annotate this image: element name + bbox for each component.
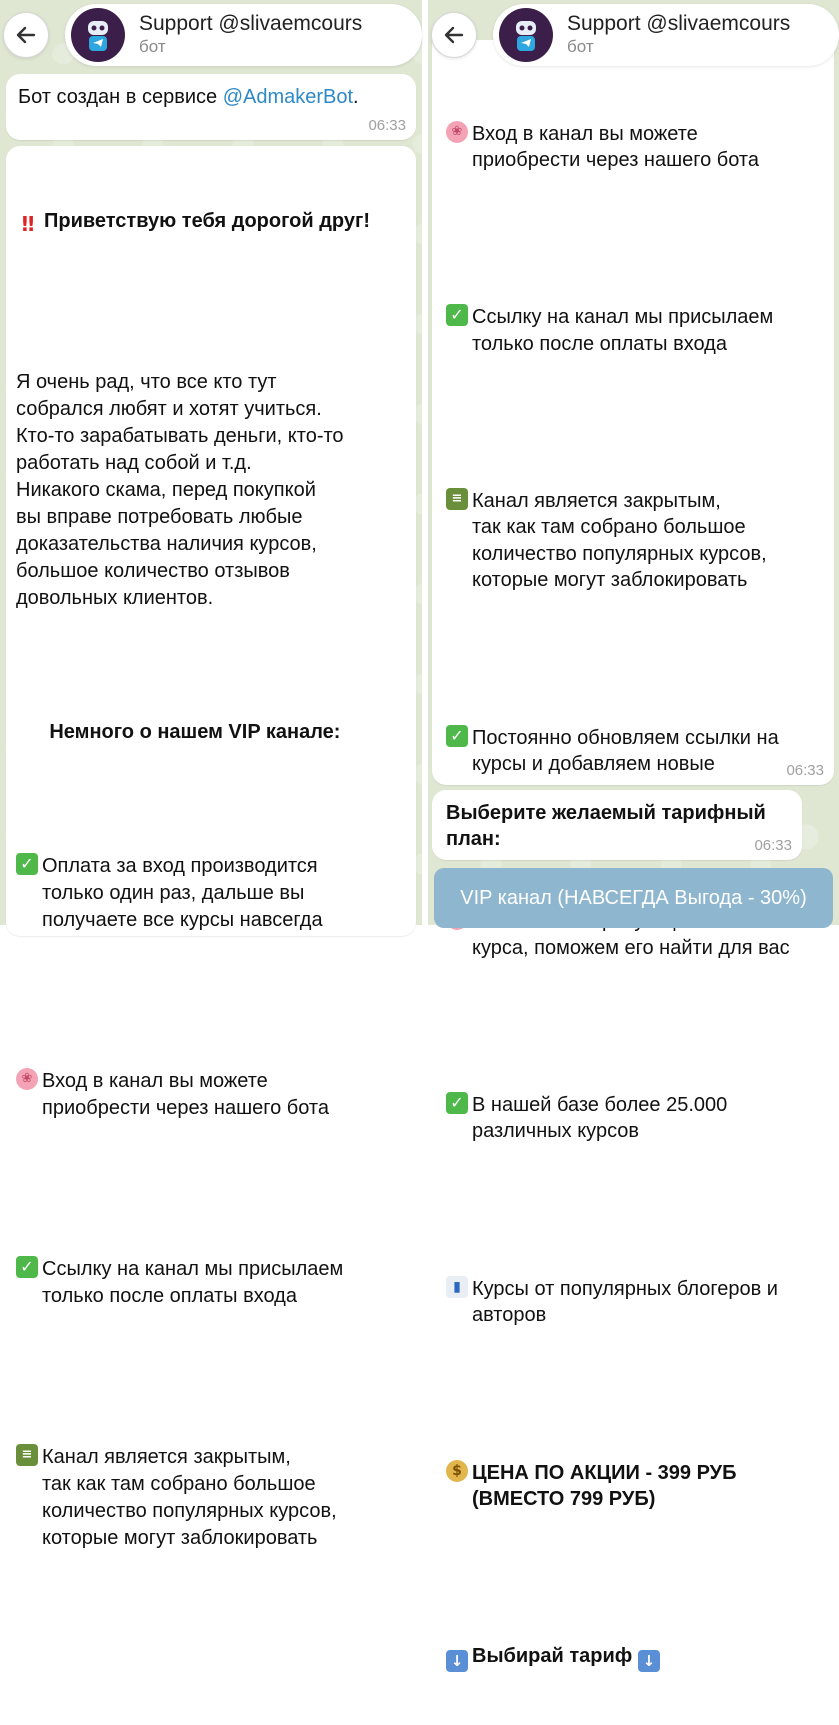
- admaker-link[interactable]: @AdmakerBot: [222, 86, 354, 108]
- list-item: ▮ Курсы от популярных блогеров и авторов: [446, 1276, 824, 1329]
- arrow-left-icon: [442, 23, 466, 47]
- bar-chart-icon: ▮: [446, 1276, 468, 1298]
- chat-title[interactable]: [65, 4, 422, 66]
- list-item: ✓ Постоянно обновляем ссылки на курсы и добавляем новые: [446, 725, 824, 778]
- list-item: ❀ Вход в канал вы можете приобрести через нашего бота: [446, 121, 824, 174]
- down-arrow-icon: ↓: [446, 1650, 468, 1672]
- message-text: Бот создан в сервисе: [18, 86, 223, 108]
- message-time: 06:33: [754, 837, 792, 854]
- robot-icon: [506, 15, 546, 55]
- list-item: ≡ Канал является закрытым, так как там собрано большое количество популярных курсов, которые могут заблокировать: [16, 1444, 406, 1552]
- chat-title[interactable]: [493, 4, 839, 66]
- intro-text: Я очень рад, что все кто тут собрался любят и хотят учиться. Кто-то зарабатывать деньги, кто-то работать над собой и т.д. Никакого скама, перед покупкой вы вправе потребовать любые доказательства наличия курсов, большое количество отзывов довольных клиентов.: [16, 371, 344, 609]
- back-button[interactable]: [3, 12, 49, 58]
- brain-icon: ❀: [446, 121, 468, 143]
- bot-avatar: [499, 8, 553, 62]
- money-bag-icon: $: [446, 1460, 468, 1482]
- arrow-left-icon: [14, 23, 38, 47]
- books-icon: ≡: [446, 488, 468, 510]
- down-arrow-icon: ↓: [638, 1650, 660, 1672]
- list-item: курса, поможем его найти для вас: [446, 908, 824, 961]
- list-item: ✓ Ссылку на канал мы присылаем только после оплаты входа: [446, 304, 824, 357]
- robot-icon: [78, 15, 118, 55]
- chat-header: [0, 0, 422, 70]
- books-icon: ≡: [16, 1444, 38, 1466]
- check-mark-icon: ✓: [446, 304, 468, 326]
- chat-title-subtitle: бот: [567, 37, 594, 56]
- chat-header: [428, 0, 839, 70]
- chat-title-subtitle: бот: [139, 37, 166, 56]
- vip-heading: Немного о нашем VIP канале:: [49, 721, 341, 743]
- bot-avatar: [71, 8, 125, 62]
- chat-panel-right: [428, 0, 839, 1671]
- list-item: ❀ Вход в канал вы можете приобрести через нашего бота: [16, 1068, 406, 1122]
- plan-message: [432, 790, 802, 860]
- message-time: 06:33: [786, 762, 824, 779]
- list-item: ✓ Ссылку на канал мы присылаем только после оплаты входа: [16, 1256, 406, 1310]
- list-item: ✓ В нашей базе более 25.000 различных курсов: [446, 1092, 824, 1145]
- plan-prompt-text: Выберите желаемый тарифный план:: [446, 802, 766, 850]
- double-exclamation-icon: ‼: [21, 212, 35, 236]
- choose-line: ↓ Выбирай тариф ↓: [446, 1643, 824, 1672]
- chat-title-name: Support @slivaemcours: [139, 12, 363, 35]
- brain-icon: ❀: [16, 1068, 38, 1090]
- price-line: $ ЦЕНА ПО АКЦИИ - 399 РУБ (ВМЕСТО 799 РУБ): [446, 1460, 824, 1513]
- check-mark-icon: ✓: [446, 1092, 468, 1114]
- check-mark-icon: ✓: [16, 853, 38, 875]
- check-mark-icon: ✓: [16, 1256, 38, 1278]
- greeting-text: Приветствую тебя дорогой друг!: [44, 210, 370, 232]
- message-text-end: .: [353, 86, 359, 108]
- vip-channel-button[interactable]: VIP канал (НАВСЕГДА Выгода - 30%): [434, 868, 833, 928]
- message-time: 06:33: [368, 117, 406, 134]
- list-item: ≡ Канал является закрытым, так как там собрано большое количество популярных курсов, которые могут заблокировать: [446, 488, 824, 593]
- welcome-message: [6, 146, 416, 1549]
- back-button[interactable]: [431, 12, 477, 58]
- list-item: ✓ Оплата за вход производится только один раз, дальше вы получаете все курсы навсегда: [16, 853, 406, 934]
- message-bubble: [6, 74, 416, 140]
- chat-panel-left: [0, 0, 422, 1549]
- check-mark-icon: ✓: [446, 725, 468, 747]
- chat-title-name: Support @slivaemcours: [567, 12, 791, 35]
